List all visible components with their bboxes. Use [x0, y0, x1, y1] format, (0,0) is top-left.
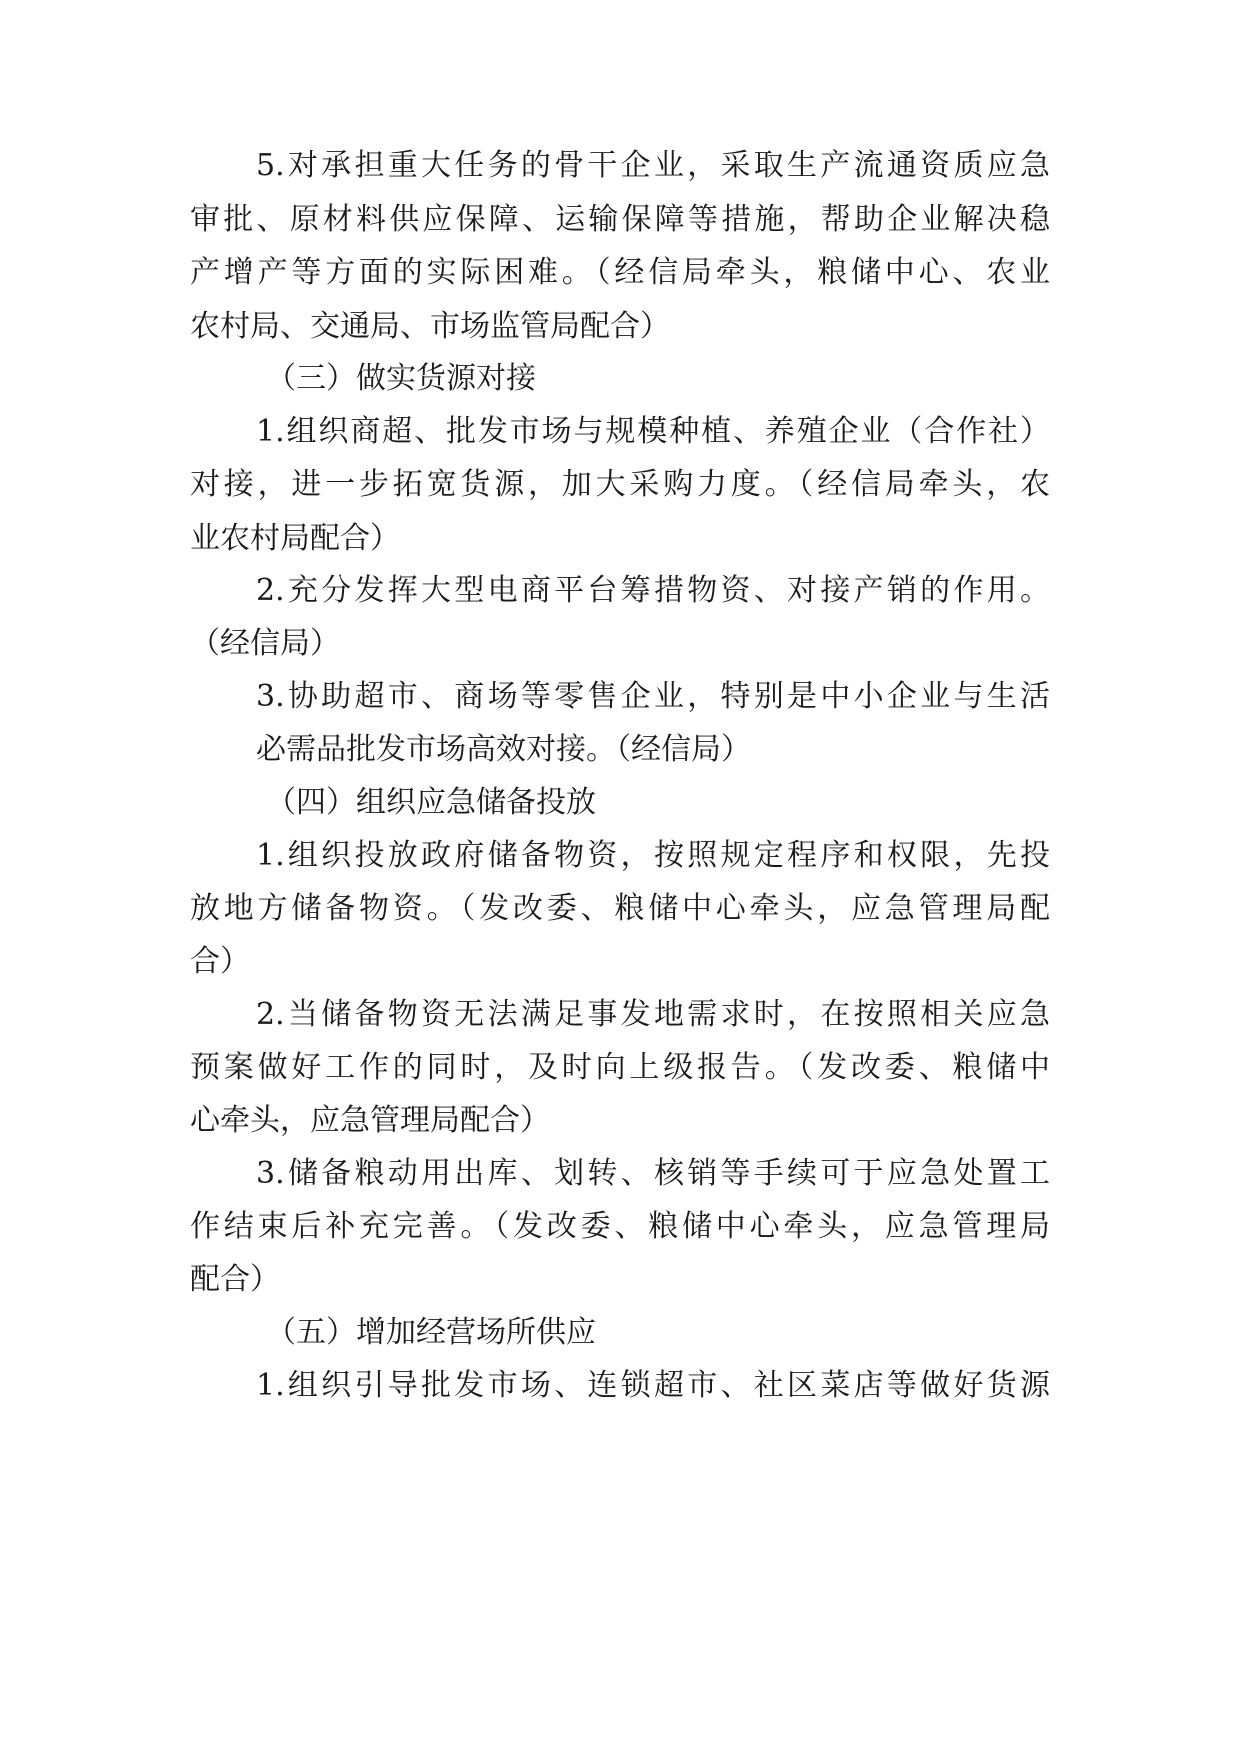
- section-heading: （五）增加经营场所供应: [266, 1315, 596, 1350]
- paragraph-line: 1.组织引导批发市场、连锁超市、社区菜店等做好货源: [256, 1368, 1050, 1403]
- document-page: [190, 0, 1050, 1754]
- paragraph-line: 3.储备粮动用出库、划转、核销等手续可于应急处置工: [256, 1156, 1050, 1191]
- paragraph-line: 必需品批发市场高效对接。（经信局）: [256, 732, 751, 767]
- paragraph-line: 预案做好工作的同时，及时向上级报告。（发改委、粮储中: [190, 1050, 1050, 1085]
- paragraph-line: 农村局、交通局、市场监管局配合）: [190, 309, 670, 344]
- paragraph-line: 1.组织商超、批发市场与规模种植、养殖企业（合作社）: [256, 414, 1050, 449]
- paragraph-line: 5.对承担重大任务的骨干企业，采取生产流通资质应急: [256, 148, 1050, 183]
- paragraph-line: 放地方储备物资。（发改委、粮储中心牵头，应急管理局配: [190, 891, 1050, 926]
- paragraph-line: 2.充分发挥大型电商平台筹措物资、对接产销的作用。: [256, 573, 1050, 608]
- paragraph-line: 合）: [190, 944, 250, 979]
- paragraph-line: 配合）: [190, 1262, 280, 1297]
- paragraph-line: 对接，进一步拓宽货源，加大采购力度。（经信局牵头，农: [190, 467, 1050, 502]
- paragraph-line: 心牵头，应急管理局配合）: [190, 1103, 550, 1138]
- paragraph-line: 产增产等方面的实际困难。（经信局牵头，粮储中心、农业: [190, 255, 1050, 290]
- paragraph-line: 1.组织投放政府储备物资，按照规定程序和权限，先投: [256, 838, 1050, 873]
- section-heading: （三）做实货源对接: [266, 361, 536, 396]
- paragraph-line: （经信局）: [190, 626, 340, 661]
- section-heading: （四）组织应急储备投放: [266, 785, 596, 820]
- paragraph-line: 2.当储备物资无法满足事发地需求时，在按照相关应急: [256, 997, 1050, 1032]
- paragraph-line: 3.协助超市、商场等零售企业，特别是中小企业与生活: [256, 679, 1050, 714]
- paragraph-line: 审批、原材料供应保障、运输保障等措施，帮助企业解决稳: [190, 202, 1050, 237]
- paragraph-line: 作结束后补充完善。（发改委、粮储中心牵头，应急管理局: [190, 1209, 1050, 1244]
- paragraph-line: 业农村局配合）: [190, 521, 400, 556]
